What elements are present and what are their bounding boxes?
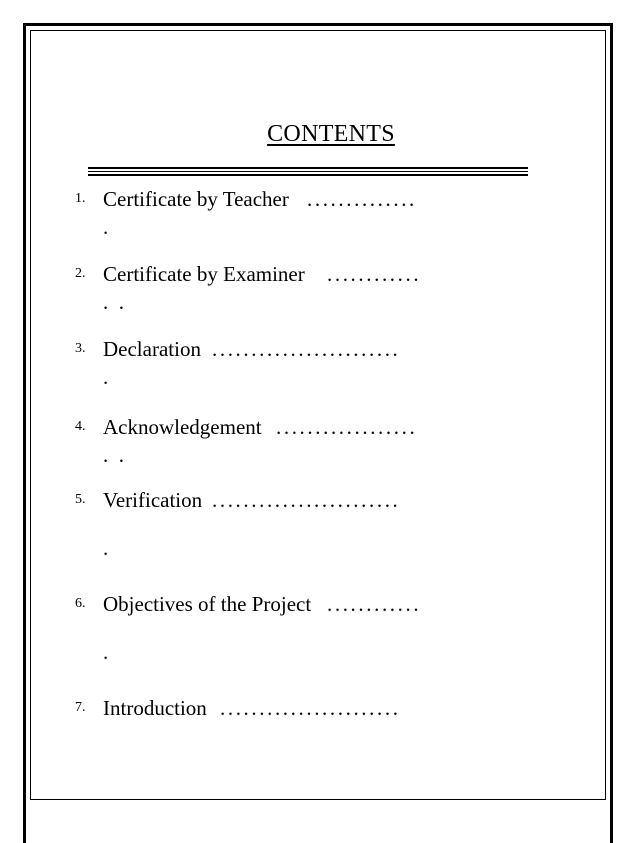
toc-item-number: 7. [75,700,86,715]
toc-item-number: 3. [75,341,86,356]
toc-item-leader: ........................ [212,488,401,512]
toc-item-number: 1. [75,191,86,206]
toc-item-leader-continued: . . [103,290,127,314]
toc-item-leader-continued: . [103,536,111,560]
toc-item-leader: ............ [327,262,422,286]
toc-item-label: Introduction [103,696,207,720]
toc-item-number: 6. [75,596,86,611]
toc-item-label: Verification [103,488,203,512]
toc-item-number: 5. [75,492,86,507]
toc-item-leader-continued: . [103,365,111,389]
toc-item-leader: ....................... [220,696,401,720]
toc-item-leader: ........................ [212,337,401,361]
toc-item-label: Declaration [103,337,201,361]
toc-item-leader: ............ [327,592,422,616]
toc-item-label: Acknowledgement [103,415,262,439]
toc-item-label: Certificate by Examiner [103,262,305,286]
toc-item-number: 4. [75,419,86,434]
toc-item-leader: .............. [307,187,417,211]
toc-item-leader-continued: . . [103,443,127,467]
page-title: CONTENTS [267,121,395,147]
title-divider [88,167,528,175]
toc-item-label: Objectives of the Project [103,592,312,616]
toc-item-label: Certificate by Teacher [103,187,289,211]
toc-item-leader-continued: . [103,640,111,664]
toc-item-leader-continued: . [103,215,111,239]
toc-item-leader: .................. [276,415,418,439]
toc-item-number: 2. [75,266,86,281]
